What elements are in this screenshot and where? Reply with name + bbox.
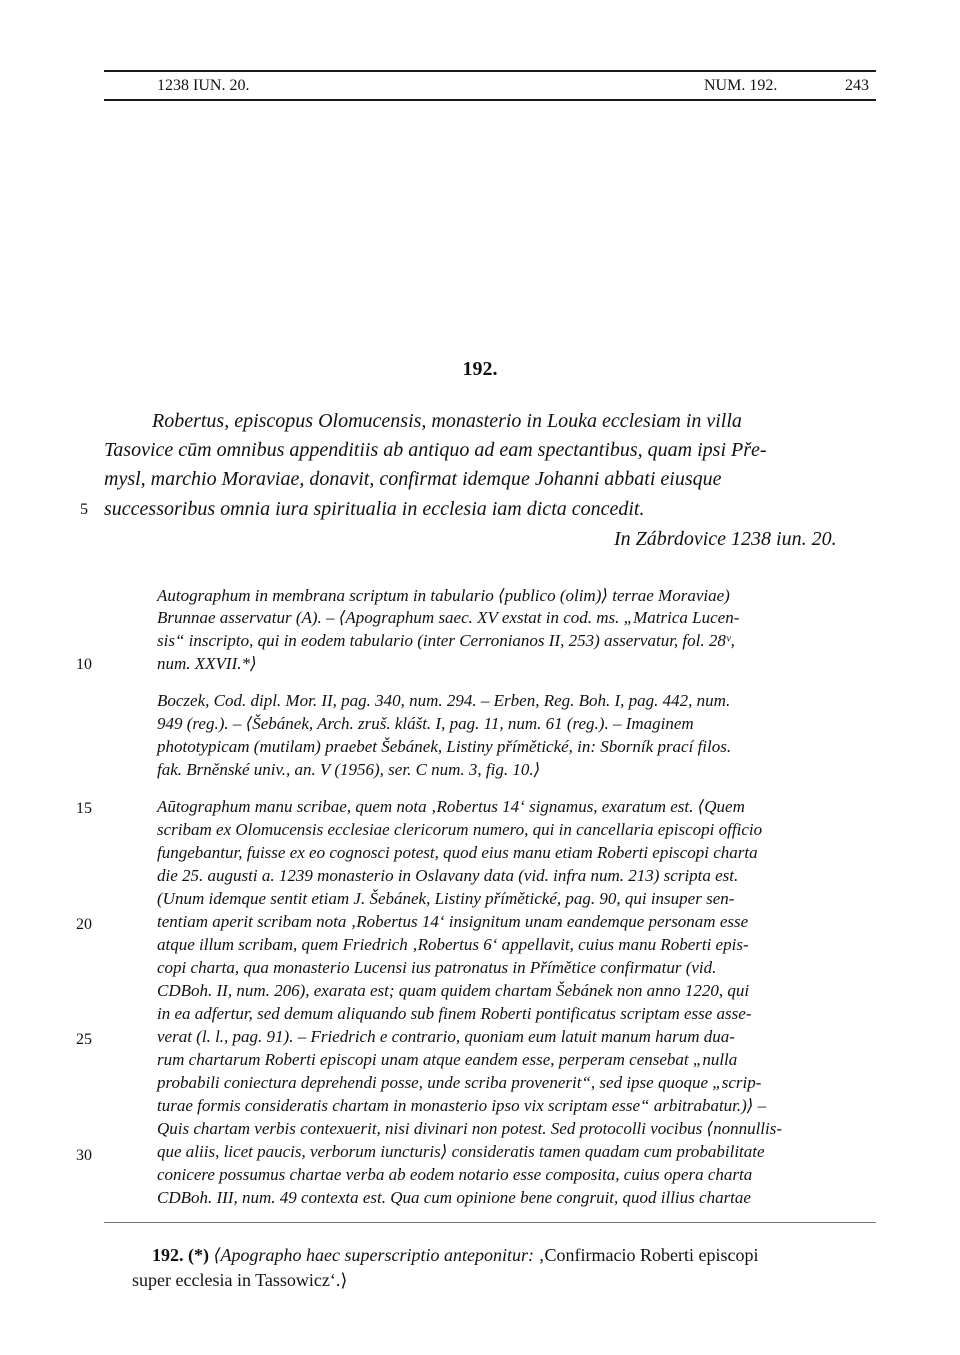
regest-line: mysl, marchio Moraviae, donavit, confirmat idemque Johanni abbati eiusque [104,468,722,490]
tradition-line: Brunnae asservatur (A). – ⟨Apographum saec. XV exstat in cod. ms. „Matrica Lucen- [157,608,740,627]
commentary-line: scribam ex Olomucensis ecclesiae clericorum numero, qui in cancellaria episcopi officio [157,820,763,839]
commentary-line: CDBoh. III, num. 49 contexta est. Qua cum opinione bene congruit, quod illius chartae [157,1188,751,1207]
regest-line: successoribus omnia iura spiritualia in ecclesia iam dicta concedit. [104,498,645,520]
line-number: 30 [76,1147,92,1164]
commentary-line: (Unum idemque sentit etiam J. Šebánek, Listiny přímětické, pag. 90, qui insuper sen- [157,889,735,908]
commentary-line: die 25. augusti a. 1239 monasterio in Oslavany data (vid. infra num. 213) scripta est. [157,866,739,885]
tradition-line: Autographum in membrana scriptum in tabulario ⟨publico (olim)⟩ terrae Moraviae) [157,586,730,605]
commentary-line: CDBoh. II, num. 206), exarata est; quam quidem chartam Šebánek non anno 1220, qui [157,981,750,1000]
commentary-line: tentiam aperit scribam nota ‚Robertus 14‘ insignitum unam eandemque personam esse [157,912,749,931]
place-date: In Zábrdovice 1238 iun. 20. [614,528,837,550]
line-number: 10 [76,656,92,673]
commentary-line: Quis chartam verbis contexuerit, nisi divinari non potest. Sed protocolli vocibus ⟨nonnullis- [157,1119,783,1138]
editions-line: phototypicam (mutilam) praebet Šebánek, Listiny přímětické, in: Sborník prací filos. [157,737,732,756]
regest-line: Tasovice cūm omnibus appenditiis ab antiquo ad eam spectantibus, quam ipsi Pře- [104,439,767,461]
commentary-line: fungebantur, fuisse ex eo cognosci potest, quod eius manu etiam Roberti episcopi charta [157,843,758,862]
commentary-line: in ea adfertur, sed demum aliquando sub finem Roberti pontificatus scriptam esse asse- [157,1004,752,1023]
header-page-number: 243 [845,77,869,94]
commentary-line: copi charta, qua monasterio Lucensi ius patronatus in Přímětice confirmatur (vid. [157,958,717,977]
document-number: 192. [462,358,498,380]
footnote-italic: ⟨Apographo haec superscriptio anteponitur: [213,1245,534,1265]
footnote-separator [104,1222,876,1223]
commentary-line: que aliis, licet paucis, verborum iuncturis⟩ consideratis tamen quadam cum probabilitate [157,1142,765,1161]
header-top-rule [104,70,876,72]
header-document-number: NUM. 192. [704,77,778,94]
line-number: 15 [76,800,92,817]
footnote-line [152,1243,758,1267]
line-number: 5 [80,501,88,518]
footnote-text: ‚Confirmacio Roberti episcopi [534,1245,759,1265]
header-date: 1238 IUN. 20. [157,77,250,94]
line-number: 25 [76,1031,92,1048]
commentary-line: conicere possumus chartae verba ab eodem notario esse composita, cuius opera charta [157,1165,753,1184]
commentary-line: Aūtographum manu scribae, quem nota ‚Robertus 14‘ signamus, exaratum est. ⟨Quem [157,797,745,816]
commentary-line: atque illum scribam, quem Friedrich ‚Robertus 6‘ appellavit, cuius manu Roberti epis- [157,935,749,954]
commentary-line: rum chartarum Roberti episcopi unam atque eandem esse, perperam censebat „nulla [157,1050,738,1069]
tradition-line: num. XXVII.*⟩ [157,654,257,673]
editions-line: Boczek, Cod. dipl. Mor. II, pag. 340, num. 294. – Erben, Reg. Boh. I, pag. 442, num. [157,691,731,710]
footnote-mark: (*) [188,1245,209,1265]
commentary-line: verat (l. l., pag. 91). – Friedrich e contrario, quoniam eum latuit manum harum dua- [157,1027,735,1046]
header-bottom-rule [104,99,876,101]
footnote-ref: 192. [152,1245,184,1265]
tradition-line: sis“ inscripto, qui in eodem tabulario (inter Cerronianos II, 253) asservatur, fol. 28ᵛ, [157,631,735,650]
line-number: 20 [76,916,92,933]
editions-line: fak. Brněnské univ., an. V (1956), ser. C num. 3, fig. 10.⟩ [157,760,541,779]
editions-line: 949 (reg.). – ⟨Šebánek, Arch. zruš. klášt. I, pag. 11, num. 61 (reg.). – Imaginem [157,714,694,733]
regest-line: Robertus, episcopus Olomucensis, monasterio in Louka ecclesiam in villa [152,410,742,432]
commentary-line: turae formis consideratis chartam in monasterio ipso vix scriptam esse“ arbitrabatur.)⟩ – [157,1096,767,1115]
footnote-line: super ecclesia in Tassowicz‘.⟩ [132,1270,348,1290]
commentary-line: probabili coniectura deprehendi posse, unde scriba provenerit“, sed ipse quoque „scrip- [157,1073,762,1092]
